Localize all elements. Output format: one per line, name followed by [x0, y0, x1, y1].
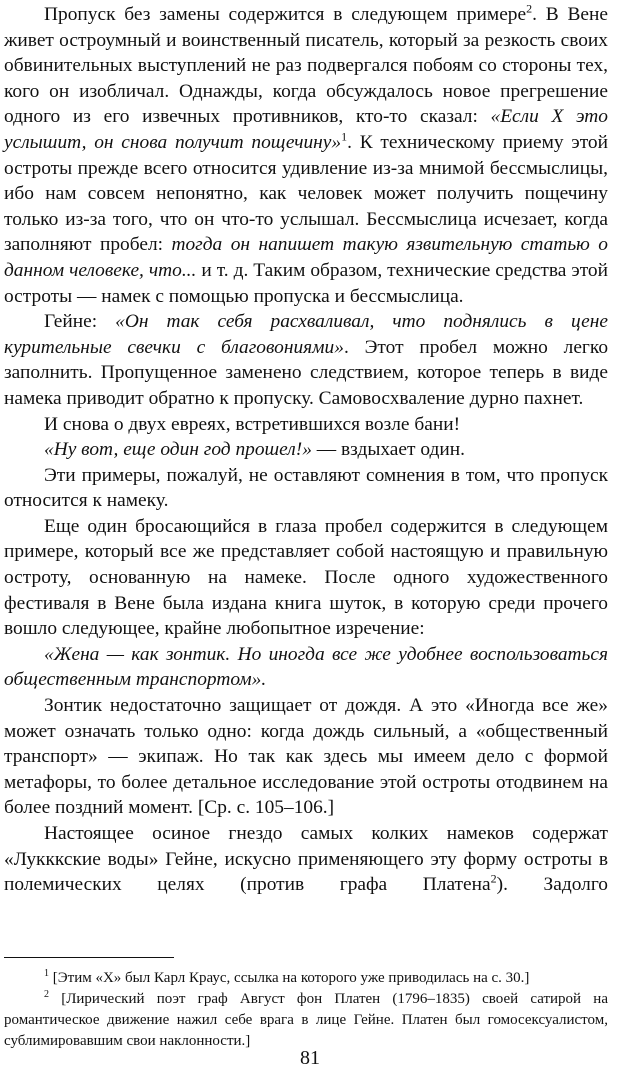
paragraph-1: [4, 2, 608, 309]
paragraph-9: [4, 821, 608, 898]
paragraph-4: [4, 437, 608, 463]
text-run: . В Вене живет остроумный и воинственный писатель, который за резкость своих обвинительных выступлений не раз подвергался побоям со стороны тех, кого он изобличал. Однажды, когда обсуждалось новое прегрешение одного из его извечных противников, кто-то сказал:: [4, 4, 608, 128]
paragraph-7: [4, 642, 608, 693]
footnotes: [4, 968, 608, 1052]
quote: «Жена — как зонтик. Но иногда все же удобнее воспользоваться общественным транспортом».: [4, 643, 608, 691]
footnote-mark: 1: [44, 968, 49, 979]
paragraph-2: [4, 309, 608, 411]
text-run: Пропуск без замены содержится в следующем примере: [44, 4, 527, 25]
quote: «Ну вот, еще один год прошел!»: [44, 439, 312, 461]
body-text: [4, 2, 608, 898]
text-run: Гейне:: [44, 311, 116, 333]
footnote-1: [4, 968, 608, 989]
footnote-2: [4, 989, 608, 1052]
footnote-ref: 2: [490, 871, 497, 886]
text-run: Эти примеры, пожалуй, не оставляют сомнения в том, что пропуск относится к намеку.: [4, 464, 608, 512]
text-run: . Этот пробел можно легко заполнить. Пропущенное заменено следствием, которое теперь в виде намека приводит обратно к пропуску. Самовосхваление дурно пахнет.: [4, 336, 609, 409]
footnote-ref: 1: [341, 129, 348, 144]
text-run: Еще один бросающийся в глаза пробел содержится в следующем примере, который все же представляет собой настоящую и правильную остроту, основанную на намеке. После одного художественного фестиваля в Вене была издана книга шуток, в которую среди прочего вошло следующее, крайне любопытное изречение:: [4, 515, 608, 640]
text-run: ). Задолго: [496, 874, 608, 896]
footnote-mark: 2: [44, 989, 49, 1000]
paragraph-8: [4, 693, 608, 821]
footnote-ref: 2: [526, 1, 533, 16]
quote: «Он так себя расхваливал, что поднялись в цене курительные свечки с благовониями»: [4, 311, 608, 358]
text-run: Настоящее осиное гнездо самых колких намеков содержат «Лукккские воды» Гейне, искусно применяющего эту форму остроты в полемических целях (против графа Платена: [4, 823, 608, 896]
paragraph-6: [4, 514, 608, 642]
quote: тогда он напишет такую язвительную статью о данном человеке, что...: [4, 234, 608, 281]
text-run: Зонтик недостаточно защищает от дождя. А это «Иногда все же» может означать только одно: когда дождь сильный, а «общественный транспорт» — экипаж. Но так как здесь мы имеем дело с формой метафоры, то более детальное исследование этой остроты отодвинем на более поздний момент. [Ср. с. 105–106.]: [4, 695, 608, 819]
footnote-divider: [4, 957, 174, 958]
text-run: . К техническому приему этой остроты прежде всего относится удивление из-за мнимой бессмыслицы, ибо нам совсем непонятно, как человек может получить пощечину только из-за того, что он что-то услышал. Бессмыслица исчезает, когда заполняют пробел:: [4, 131, 608, 256]
footnote-text: [Этим «X» был Карл Краус, ссылка на которого уже приводилась на с. 30.]: [49, 970, 530, 986]
quote: «Если X это услышит, он снова получит пощечину»: [4, 106, 608, 153]
paragraph-3: [4, 412, 608, 438]
text-run: И снова о двух евреях, встретившихся возле бани!: [44, 413, 461, 435]
text-run: — вздыхает один.: [311, 439, 465, 461]
paragraph-5: [4, 463, 608, 514]
page-number: 81: [300, 1047, 320, 1069]
footnote-text: [Лирический поэт граф Август фон Платен (1796–1835) своей сатирой на романтическое движение нажил себе врага в лице Гейне. Платен был гомосексуалистом, сублимировавшим свои наклонности.]: [4, 991, 608, 1049]
text-run: и т. д. Таким образом, технические средства этой остроты — намек с помощью пропуска и бессмыслица.: [4, 259, 609, 307]
